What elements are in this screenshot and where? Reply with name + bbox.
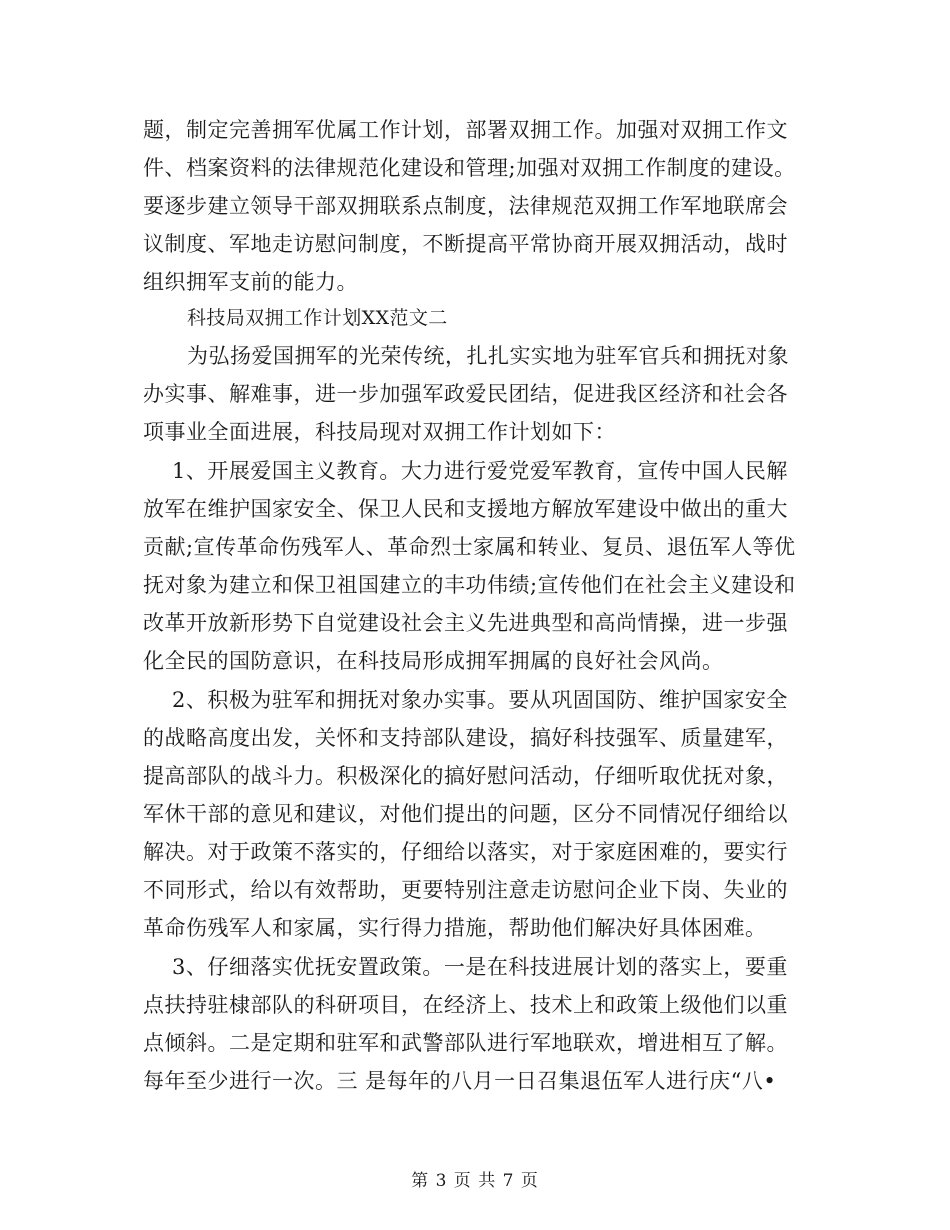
text-line: 解决。对于政策不落实的，仔细给以落实，对于家庭困难的，要实行: [143, 840, 788, 864]
text-line: 办实事、解难事，进一步加强军政爱民团结，促进我区经济和社会各: [143, 382, 788, 406]
text-line: 改革开放新形势下自觉建设社会主义先进典型和高尚情操，进一步强: [143, 611, 788, 635]
text-line: 3、仔细落实优抚安置政策。一是在科技进展计划的落实上，要重: [172, 955, 788, 979]
text-line: 1、开展爱国主义教育。大力进行爱党爱军教育，宣传中国人民解: [172, 459, 788, 483]
text-line: 不同形式，给以有效帮助，更要特别注意走访慰问企业下岗、失业的: [143, 878, 788, 902]
text-line: 组织拥军支前的能力。: [143, 270, 358, 294]
text-line: 项事业全面进展，科技局现对双拥工作计划如下：: [143, 420, 616, 444]
text-line: 提高部队的战斗力。积极深化的搞好慰问活动，仔细听取优抚对象，: [143, 764, 788, 788]
text-line: 点扶持驻棣部队的科研项目，在经济上、技术上和政策上级他们以重: [143, 993, 788, 1017]
text-line: 每年至少进行一次。三 是每年的八月一日召集退伍军人进行庆“八•: [143, 1069, 777, 1093]
text-line: 贡献;宣传革命伤残军人、革命烈士家属和转业、复员、退伍军人等优: [143, 535, 796, 559]
text-line: 件、档案资料的法律规范化建设和管理;加强对双拥工作制度的建设。: [143, 156, 796, 180]
text-line: 军休干部的意见和建议，对他们提出的问题，区分不同情况仔细给以: [143, 802, 788, 826]
text-line: 抚对象为建立和保卫祖国建立的丰功伟绩;宣传他们在社会主义建设和: [143, 573, 796, 597]
text-line: 题，制定完善拥军优属工作计划，部署双拥工作。加强对双拥工作文: [143, 118, 788, 142]
text-line: 点倾斜。二是定期和驻军和武警部队进行军地联欢，增进相互了解。: [143, 1031, 788, 1055]
text-line: 放军在维护国家安全、保卫人民和支援地方解放军建设中做出的重大: [143, 497, 788, 521]
section-heading: 科技局双拥工作计划XX范文二: [187, 307, 448, 329]
text-line: 要逐步建立领导干部双拥联系点制度，法律规范双拥工作军地联席会: [143, 194, 788, 218]
text-line: 2、积极为驻军和拥抚对象办实事。要从巩固国防、维护国家安全: [172, 688, 788, 712]
text-line: 为弘扬爱国拥军的光荣传统，扎扎实实地为驻军官兵和拥抚对象: [187, 344, 789, 368]
text-line: 的战略高度出发，关怀和支持部队建设，搞好科技强军、质量建军，: [143, 726, 788, 750]
text-line: 化全民的国防意识，在科技局形成拥军拥属的良好社会风尚。: [143, 649, 724, 673]
page-number-footer: 第 3 页 共 7 页: [411, 1171, 539, 1191]
text-line: 革命伤残军人和家属，实行得力措施，帮助他们解决好具体困难。: [143, 916, 767, 940]
text-line: 议制度、军地走访慰问制度，不断提高平常协商开展双拥活动，战时: [143, 232, 788, 256]
